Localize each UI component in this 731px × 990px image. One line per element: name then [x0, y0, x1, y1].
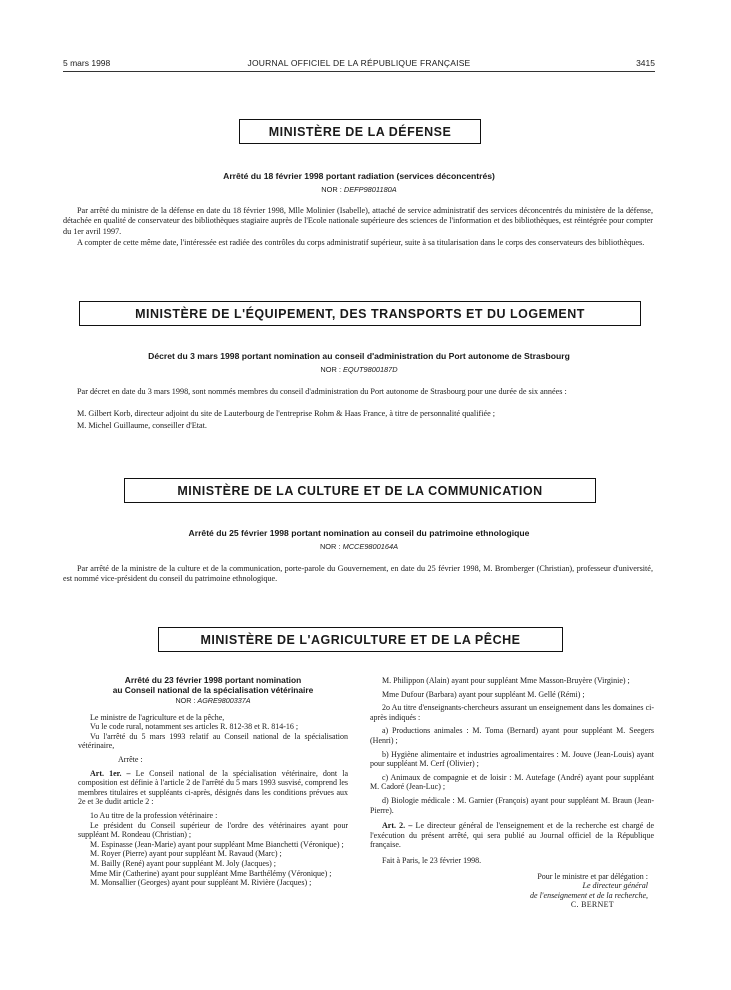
paragraph-equipement-1: Par décret en date du 3 mars 1998, sont nommés membres du conseil d'administration du Port autonome de Strasbourg pour une durée de six années :	[77, 387, 567, 396]
text-minister: Le ministre de l'agriculture et de la pêche,	[90, 712, 225, 722]
ministry-title-defense: MINISTÈRE DE LA DÉFENSE	[268, 125, 452, 139]
article-title-defense: Arrêté du 18 février 1998 portant radiation (services déconcentrés)	[223, 171, 495, 181]
nor-code: MCCE9800164A	[342, 542, 399, 551]
nor-defense	[63, 185, 655, 194]
article-2-label: Art. 2. –	[382, 821, 413, 831]
article-title-equipement: Décret du 3 mars 1998 portant nomination au conseil d'administration du Port autonome de Strasbourg	[148, 351, 570, 361]
member-line: M. Espinasse (Jean-Marie) ayant pour suppléant Mme Bianchetti (Véronique) ;	[90, 839, 344, 849]
ministry-box-agriculture	[158, 627, 563, 652]
nor-code: AGRE9800337A	[197, 695, 251, 705]
paragraph-defense-2: A compter de cette même date, l'intéressée est radiée des contrôles du corps administratif supérieur, suite à sa titularisation dans le corps des conservateurs des bibliothèques.	[77, 238, 645, 247]
ministry-box-culture	[124, 478, 596, 503]
nor-equipement	[63, 365, 655, 374]
signature-delegation: Pour le ministre et par délégation :	[537, 871, 648, 881]
article-2	[370, 821, 654, 850]
member-line: M. Monsallier (Georges) ayant pour suppléant M. Rivière (Jacques) ;	[90, 878, 312, 888]
signature-name: C. BERNET	[570, 900, 614, 910]
nor-agriculture	[78, 696, 348, 706]
nor-label: NOR :	[175, 695, 196, 705]
article-1	[78, 769, 348, 807]
nor-culture	[63, 542, 655, 551]
member-line: d) Biologie médicale : M. Garnier (François) ayant pour suppléant M. Braun (Jean-Pierre).	[370, 795, 654, 815]
article-1-text: Le Conseil national de la spécialisation vétérinaire, dont la composition est définie à l'article 2 de l'arrêté du 5 mars 1993 susvisé, comprend les membres titulaires et suppléants ci-après, désignés dans les conditions prévues aux 2e et 3e dudit article 2 :	[78, 768, 349, 807]
paragraph-equipement-3: M. Michel Guillaume, conseiller d'Etat.	[77, 421, 207, 430]
member-line: b) Hygiène alimentaire et industries agroalimentaires : M. Jouve (Jean-Louis) ayant pour suppléant M. Cerf (Olivier) ;	[370, 749, 654, 769]
text-vu-arrete: Vu l'arrêté du 5 mars 1993 relatif au Conseil national de la spécialisation vétérinaire,	[78, 731, 348, 751]
ministry-title-equipement: MINISTÈRE DE L'ÉQUIPEMENT, DES TRANSPORTS ET DU LOGEMENT	[135, 307, 585, 321]
member-line: M. Bailly (René) ayant pour suppléant M. Joly (Jacques) ;	[90, 858, 276, 868]
member-line: M. Royer (Pierre) ayant pour suppléant M. Ravaud (Marc) ;	[90, 849, 282, 859]
text-arrete: Arrête :	[118, 754, 143, 764]
page-header	[63, 58, 655, 72]
ministry-title-culture: MINISTÈRE DE LA CULTURE ET DE LA COMMUNICATION	[177, 484, 543, 498]
agriculture-left-column	[78, 676, 348, 888]
paragraph-culture-1: Par arrêté de la ministre de la culture et de la communication, porte-parole du Gouvernement, en date du 25 février 1998, M. Bromberger (Christian), professeur d'université, est nommé vice-président du conseil du patrimoine ethnologique.	[63, 564, 653, 584]
nor-label: NOR :	[319, 542, 341, 551]
header-date: 5 mars 1998	[63, 58, 111, 68]
header-page-number: 3415	[636, 58, 655, 68]
ministry-box-defense	[239, 119, 481, 144]
text-fait-a-paris: Fait à Paris, le 23 février 1998.	[382, 855, 482, 865]
ministry-box-equipement	[79, 301, 641, 326]
nor-label: NOR :	[320, 365, 341, 374]
member-line: Le président du Conseil supérieur de l'ordre des vétérinaires ayant pour suppléant M. Rondeau (Christian) ;	[78, 820, 348, 840]
text-profession-veterinaire: 1o Au titre de la profession vétérinaire :	[90, 810, 218, 820]
header-divider	[63, 71, 655, 72]
agriculture-right-column	[370, 676, 654, 910]
member-line: a) Productions animales : M. Toma (Bernard) ayant pour suppléant M. Seegers (Henri) ;	[370, 726, 654, 745]
article-1-label: Art. 1er. –	[90, 768, 131, 778]
member-line: M. Philippon (Alain) ayant pour suppléant Mme Masson-Bruyère (Virginie) ;	[382, 676, 630, 685]
header-journal-title: JOURNAL OFFICIEL DE LA RÉPUBLIQUE FRANÇAISE	[247, 58, 471, 68]
article-title-agriculture-line1: Arrêté du 23 février 1998 portant nomination	[124, 675, 302, 685]
article-2-text: Le directeur général de l'enseignement et de la recherche est chargé de l'exécution du présent arrêté, qui sera publié au Journal officiel de la République française.	[370, 821, 655, 850]
nor-label: NOR :	[321, 185, 342, 194]
member-line: Mme Dufour (Barbara) ayant pour suppléant M. Gellé (Rémi) ;	[382, 689, 585, 699]
member-line: c) Animaux de compagnie et de loisir : M. Autefage (André) ayant pour suppléant M. Cadoré (Jean-Luc) ;	[370, 772, 654, 792]
member-line: Mme Mir (Catherine) ayant pour suppléant Mme Barthélémy (Véronique) ;	[90, 868, 332, 878]
nor-code: DEFP9801180A	[343, 185, 397, 194]
paragraph-defense-1: Par arrêté du ministre de la défense en date du 18 février 1998, Mlle Molinier (Isabelle), attaché de service administratif des services déconcentrés du ministère de la défense, détachée en qualité de conservateur des bibliothèques stagiaire auprès de l'Ecole nationale supérieure des sciences de l'information et des bibliothèques, est réintégrée pour compter du 1er avril 1997.	[63, 206, 653, 236]
signature-title-2: de l'enseignement et de la recherche,	[530, 890, 648, 900]
text-vu-code-rural: Vu le code rural, notamment ses articles R. 812-38 et R. 814-16 ;	[90, 722, 299, 732]
article-title-agriculture-line2: au Conseil national de la spécialisation vétérinaire	[112, 684, 314, 695]
signature-title-1: Le directeur général	[582, 881, 648, 891]
nor-code: EQUT9800187D	[342, 365, 398, 374]
ministry-title-agriculture: MINISTÈRE DE L'AGRICULTURE ET DE LA PÊCHE	[200, 633, 521, 647]
article-title-culture: Arrêté du 25 février 1998 portant nomination au conseil du patrimoine ethnologique	[188, 528, 530, 538]
text-enseignants-chercheurs: 2o Au titre d'enseignants-chercheurs assurant un enseignement dans les domaines ci-après indiqués :	[370, 703, 654, 722]
paragraph-equipement-2: M. Gilbert Korb, directeur adjoint du site de Lauterbourg de l'entreprise Rohm & Haas France, à titre de personnalité qualifiée ;	[77, 409, 496, 418]
